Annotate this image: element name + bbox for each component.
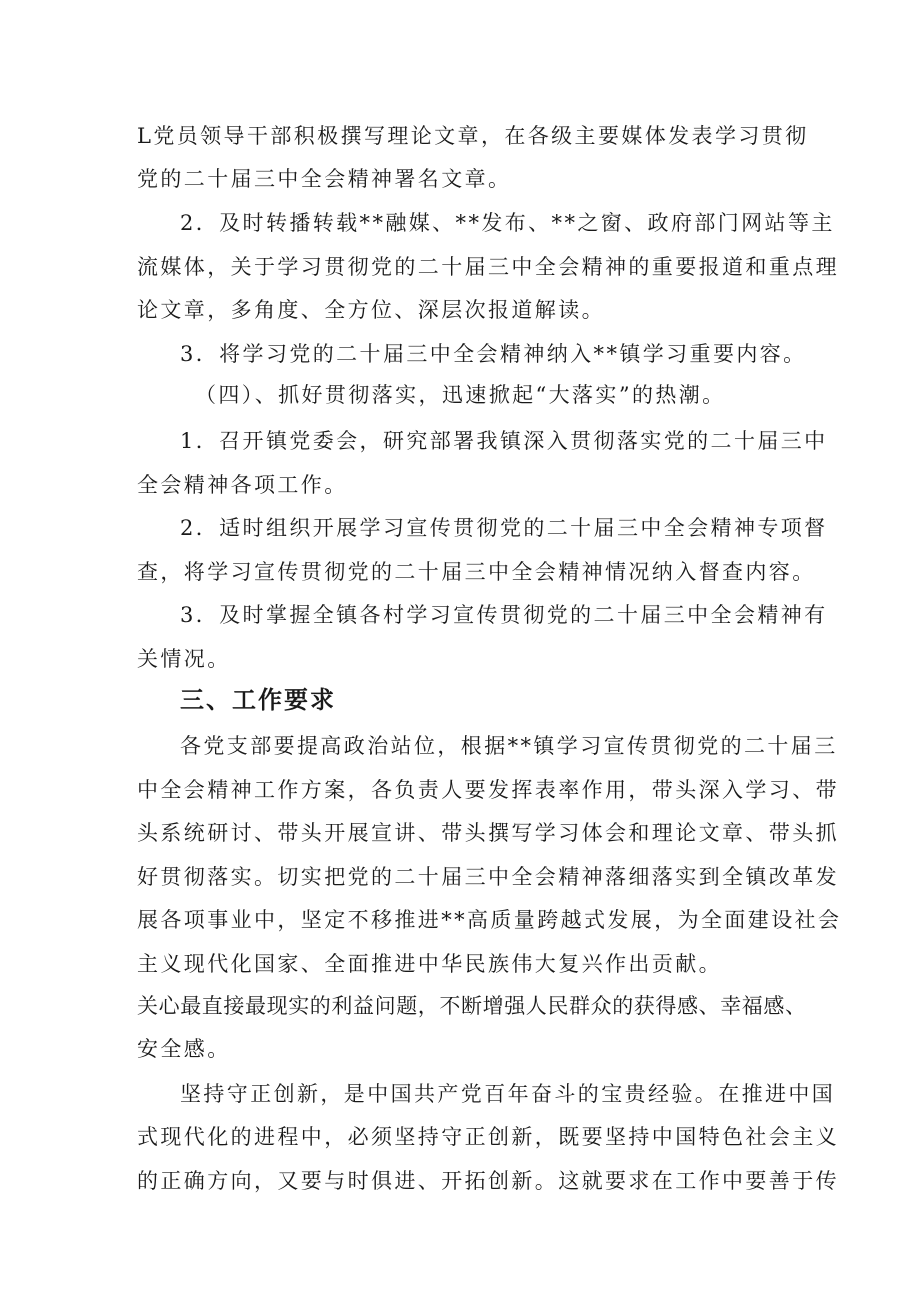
list-item-line: 3．将学习党的二十届三中全会精神纳入**镇学习重要内容。 <box>180 342 807 366</box>
paragraph-line: 查，将学习宣传贯彻党的二十届三中全会精神情况纳入督查内容。 <box>137 560 816 584</box>
paragraph-line: 关心最直接最现实的利益问题，不断增强人民群众的获得感、幸福感、 <box>137 994 807 1018</box>
list-item-line: 2．及时转播转载**融媒、**发布、**之窗、政府部门网站等主 <box>180 211 835 235</box>
paragraph-line: L党员领导干部积极撰写理论文章，在各级主要媒体发表学习贯彻 <box>137 124 809 148</box>
list-item-line: 1．召开镇党委会，研究部署我镇深入贯彻落实党的二十届三中 <box>180 429 828 453</box>
list-item-line: 2．适时组织开展学习宣传贯彻党的二十届三中全会精神专项督 <box>180 516 828 540</box>
paragraph-line: 坚持守正创新，是中国共产党百年奋斗的宝贵经验。在推进中国 <box>180 1082 836 1106</box>
paragraph-line: 流媒体，关于学习贯彻党的二十届三中全会精神的重要报道和重点理 <box>137 255 839 279</box>
paragraph-line: 好贯彻落实。切实把党的二十届三中全会精神落细落实到全镇改革发 <box>137 865 839 889</box>
paragraph-line: 全会精神各项工作。 <box>137 473 348 497</box>
section-heading: 三、工作要求 <box>180 686 336 714</box>
paragraph-line: 关情况。 <box>137 647 231 671</box>
section-subheading: （四）、抓好贯彻落实，迅速掀起“大落实”的热潮。 <box>195 383 726 407</box>
paragraph-line: 安全感。 <box>137 1037 231 1061</box>
paragraph-line: 论文章，多角度、全方位、深层次报道解读。 <box>137 298 605 322</box>
paragraph-line: 党的二十届三中全会精神署名文章。 <box>137 167 512 191</box>
list-item-line: 3．及时掌握全镇各村学习宣传贯彻党的二十届三中全会精神有 <box>180 603 828 627</box>
paragraph-line: 展各项事业中，坚定不移推进**高质量跨越式发展，为全面建设社会 <box>137 908 842 932</box>
paragraph-line: 式现代化的进程中，必须坚持守正创新，既要坚持中国特色社会主义 <box>137 1125 839 1149</box>
paragraph-line: 头系统研讨、带头开展宣讲、带头撰写学习体会和理论文章、带头抓 <box>137 821 839 845</box>
paragraph-line: 各党支部要提高政治站位，根据**镇学习宣传贯彻党的二十届三 <box>180 734 838 758</box>
paragraph-line: 主义现代化国家、全面推进中华民族伟大复兴作出贡献。 <box>137 952 722 976</box>
paragraph-line: 中全会精神工作方案，各负责人要发挥表率作用，带头深入学习、带 <box>137 778 839 802</box>
paragraph-line: 的正确方向，又要与时俱进、开拓创新。这就要求在工作中要善于传 <box>137 1169 839 1193</box>
